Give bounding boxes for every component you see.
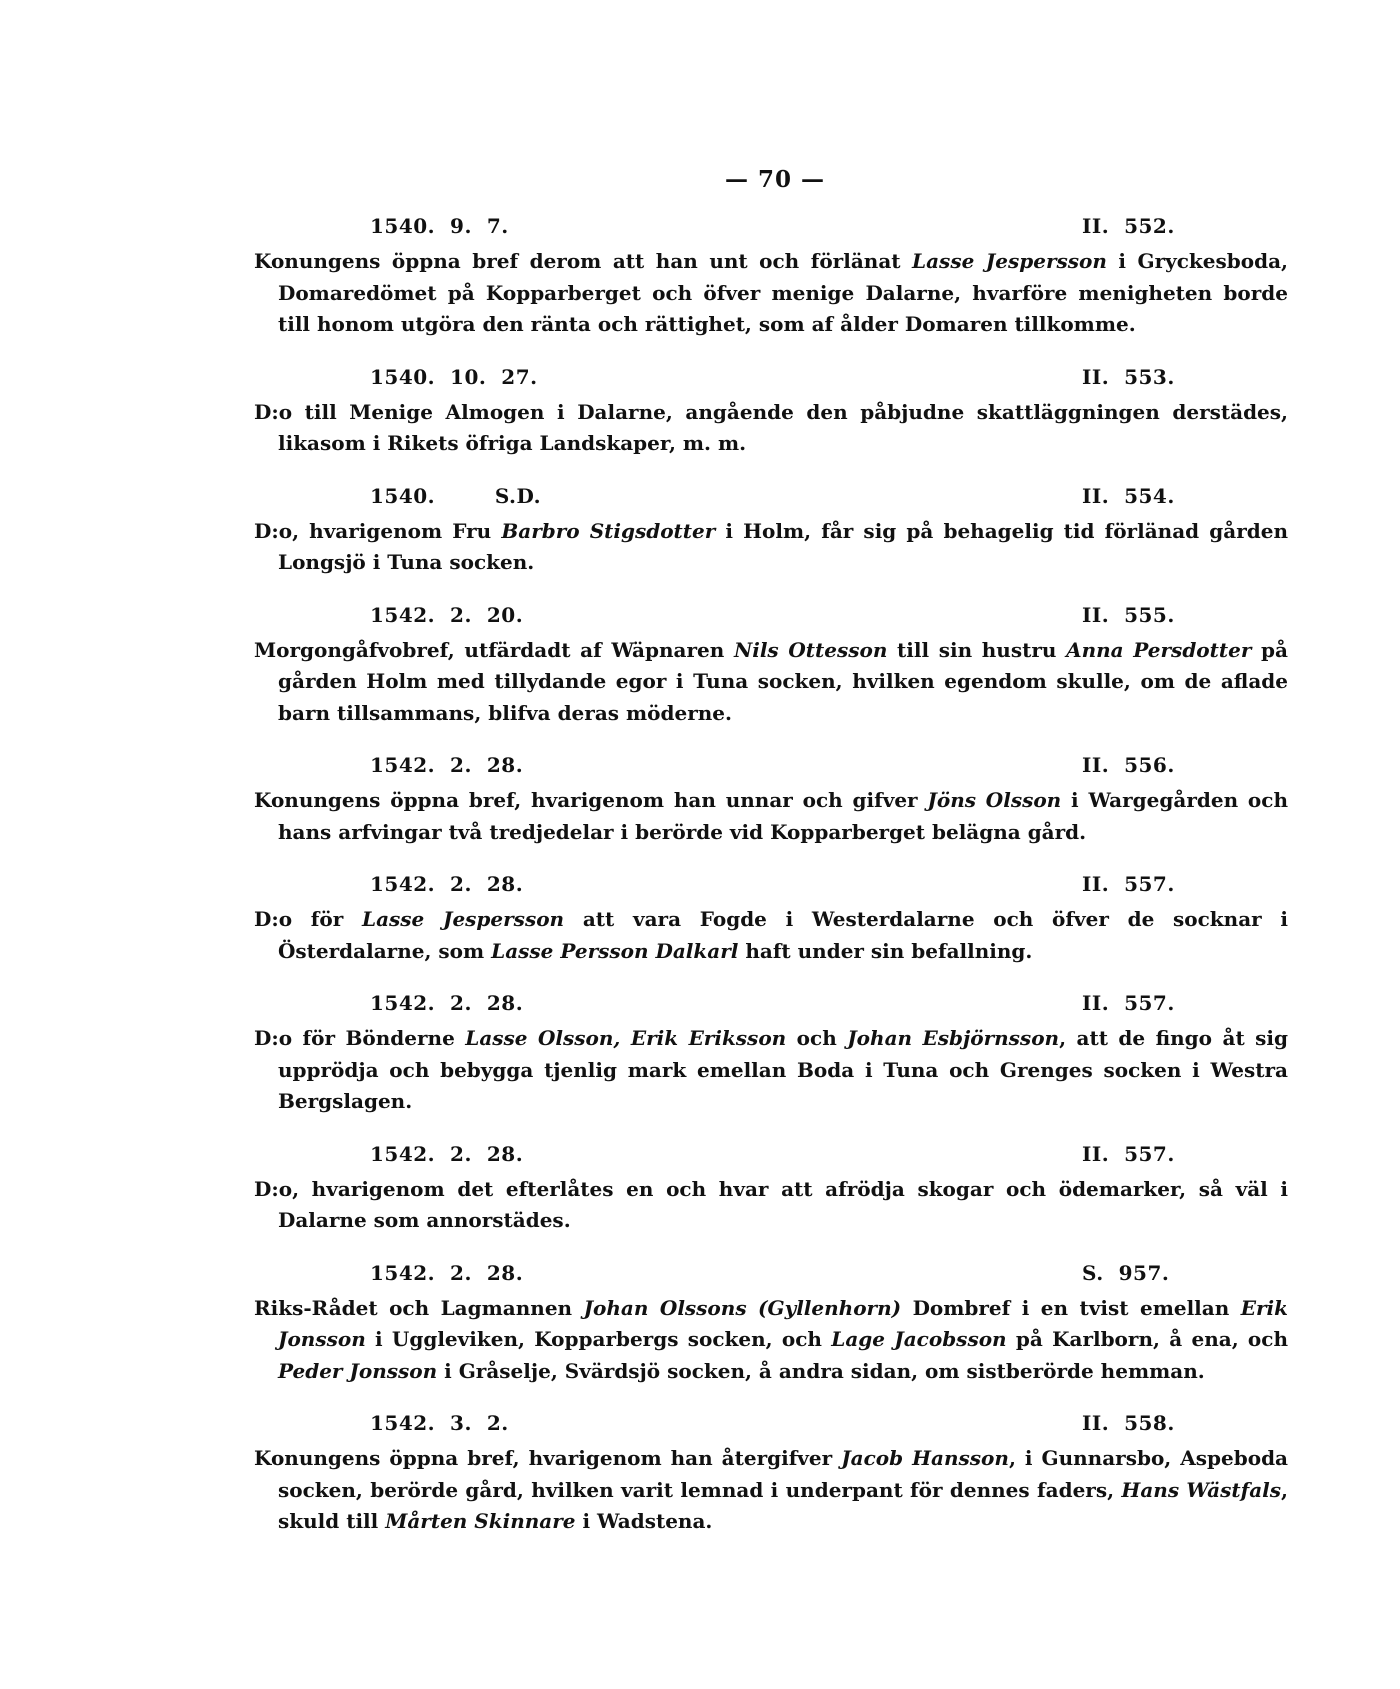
entry-date: 1540. 10. 27. <box>370 364 538 389</box>
entry-text-segment: Konungens öppna bref, hvarigenom han återgifver <box>254 1446 842 1470</box>
entry-date: 1540. 9. 7. <box>370 214 509 238</box>
entry-date: 1542. 2. 20. <box>370 602 524 627</box>
register-entry <box>254 1142 1288 1237</box>
entry-name-italic: Jöns Olsson <box>927 788 1062 812</box>
entry-text <box>254 1293 1288 1388</box>
entry-text-segment: i Wadstena. <box>575 1509 713 1533</box>
entry-header <box>254 214 1288 246</box>
register-entry <box>254 365 1288 460</box>
entry-date: 1540. S.D. <box>370 483 542 508</box>
entry-name-italic: Johan Esbjörnsson <box>847 1026 1060 1050</box>
entry-text-segment: och <box>786 1026 848 1050</box>
entry-reference: II. 553. <box>1082 364 1175 389</box>
entry-reference: II. 557. <box>1082 991 1175 1015</box>
entry-date: 1542. 2. 28. <box>370 1260 524 1285</box>
register-entry <box>254 484 1288 579</box>
entry-text-segment: Riks-Rådet och Lagmannen <box>254 1295 584 1320</box>
entry-text-segment: Konungens öppna bref derom att han unt och förlänat <box>254 249 913 273</box>
entry-name-italic: Johan Olssons (Gyllenhorn) <box>583 1295 902 1320</box>
entry-text-segment: i Gryckesboda, Domaredömet på Kopparberget och öfver menige Dalarne, hvarföre menigheten borde till honom utgöra den ränta och rättighet, som af ålder Domaren tillkomme. <box>278 249 1289 336</box>
entry-text-segment: D:o för Bönderne <box>254 1026 466 1050</box>
register-entry <box>254 1411 1288 1538</box>
page-number: — 70 — <box>724 166 826 193</box>
entry-text-segment: Dombref i en tvist emellan <box>901 1295 1241 1320</box>
entry-text-segment: D:o för <box>254 907 362 931</box>
entry-text <box>254 785 1288 848</box>
entry-header <box>254 991 1288 1023</box>
entry-text <box>254 904 1288 967</box>
entry-header <box>254 484 1288 516</box>
entry-reference: II. 558. <box>1082 1411 1175 1435</box>
entry-reference: II. 557. <box>1082 1141 1175 1166</box>
entry-text <box>254 516 1288 579</box>
entry-text-segment: i Wargegården och hans arfvingar två tredjedelar i berörde vid Kopparberget belägna gård. <box>278 788 1288 844</box>
entry-name-italic: Lasse Jespersson <box>362 907 565 931</box>
entry-reference: II. 552. <box>1082 214 1175 238</box>
register-entry <box>254 991 1288 1118</box>
entry-name-italic: Lage Jacobsson <box>831 1327 1007 1351</box>
entry-name-italic: Mårten Skinnare <box>385 1509 576 1533</box>
register-entry <box>254 1261 1288 1388</box>
entry-text-segment: till sin hustru <box>887 637 1067 662</box>
entry-text-segment: , i Gunnarsbo, Aspeboda socken, berörde gård, hvilken varit lemnad i underpant för dennes faders, <box>278 1446 1289 1502</box>
entry-text-segment: att vara Fogde i Westerdalarne och öfver de socknar i Österdalarne, som <box>278 907 1289 963</box>
entry-date: 1542. 2. 28. <box>370 1141 524 1166</box>
entry-text-segment: i Uggleviken, Kopparbergs socken, och <box>365 1327 832 1351</box>
entry-text-segment: haft under sin befallning. <box>738 938 1033 963</box>
entry-text-segment: , skuld till <box>278 1477 1289 1533</box>
entry-name-italic: Peder Jonsson <box>278 1358 438 1383</box>
entry-name-italic: Lasse Persson Dalkarl <box>491 938 739 963</box>
entry-reference: II. 555. <box>1082 602 1175 627</box>
entry-header <box>254 1142 1288 1174</box>
entry-reference: II. 557. <box>1082 872 1175 896</box>
entry-name-italic: Hans Wästfals <box>1121 1477 1282 1502</box>
entry-name-italic: Lasse Jespersson <box>912 249 1107 273</box>
register-entry <box>254 872 1288 967</box>
entry-header <box>254 753 1288 785</box>
entry-name-italic: Erik Jonsson <box>278 1295 1288 1351</box>
entry-text-segment: på Karlborn, å ena, och <box>1006 1327 1288 1351</box>
entry-name-italic: Anna Persdotter <box>1066 637 1252 662</box>
entry-reference: II. 554. <box>1082 483 1175 508</box>
entry-text-segment: i Gråselje, Svärdsjö socken, å andra sidan, om sistberörde hemman. <box>437 1358 1205 1383</box>
register-entry <box>254 214 1288 341</box>
entry-date: 1542. 3. 2. <box>370 1411 509 1435</box>
entry-text-segment: i Holm, får sig på behagelig tid förlänad gården Longsjö i Tuna socken. <box>278 518 1288 574</box>
entry-text <box>254 1443 1288 1538</box>
entry-text <box>254 1023 1288 1118</box>
entry-date: 1542. 2. 28. <box>370 991 524 1015</box>
entry-text-segment: D:o, hvarigenom Fru <box>254 518 502 543</box>
entry-text <box>254 1174 1288 1237</box>
entry-header <box>254 1261 1288 1293</box>
entry-text-segment: D:o, hvarigenom det efterlåtes en och hvar att afrödja skogar och ödemarker, så väl i Dalarne som annorstädes. <box>254 1176 1288 1232</box>
entry-text-segment: på gården Holm med tillydande egor i Tuna socken, hvilken egendom skulle, om de aflade barn tillsammans, blifva deras möderne. <box>278 637 1288 725</box>
entry-name-italic: Nils Ottesson <box>733 637 888 662</box>
entry-reference: S. 957. <box>1082 1260 1170 1285</box>
entry-header <box>254 603 1288 635</box>
entry-name-italic: Lasse Olsson, Erik Eriksson <box>465 1026 787 1050</box>
entry-text-segment: , att de fingo åt sig upprödja och bebygga tjenlig mark emellan Boda i Tuna och Grenges socken i Westra Bergslagen. <box>278 1026 1288 1113</box>
entry-text <box>254 635 1288 730</box>
entry-header <box>254 365 1288 397</box>
entry-header <box>254 872 1288 904</box>
entry-text <box>254 397 1288 460</box>
register-entry <box>254 603 1288 730</box>
entry-reference: II. 556. <box>1082 753 1175 777</box>
register-entry <box>254 753 1288 848</box>
entry-text-segment: Konungens öppna bref, hvarigenom han unnar och gifver <box>254 788 928 812</box>
entry-name-italic: Jacob Hansson <box>841 1446 1009 1470</box>
entry-date: 1542. 2. 28. <box>370 872 524 896</box>
entry-text-segment: D:o till Menige Almogen i Dalarne, angående den påbjudne skattläggningen derstädes, likasom i Rikets öfriga Landskaper, m. m. <box>254 399 1288 455</box>
entry-name-italic: Barbro Stigsdotter <box>501 518 716 543</box>
entry-text-segment: Morgongåfvobref, utfärdadt af Wäpnaren <box>254 637 734 662</box>
entry-header <box>254 1411 1288 1443</box>
entry-list <box>254 214 1288 1562</box>
entry-text <box>254 246 1288 341</box>
entry-date: 1542. 2. 28. <box>370 753 524 777</box>
